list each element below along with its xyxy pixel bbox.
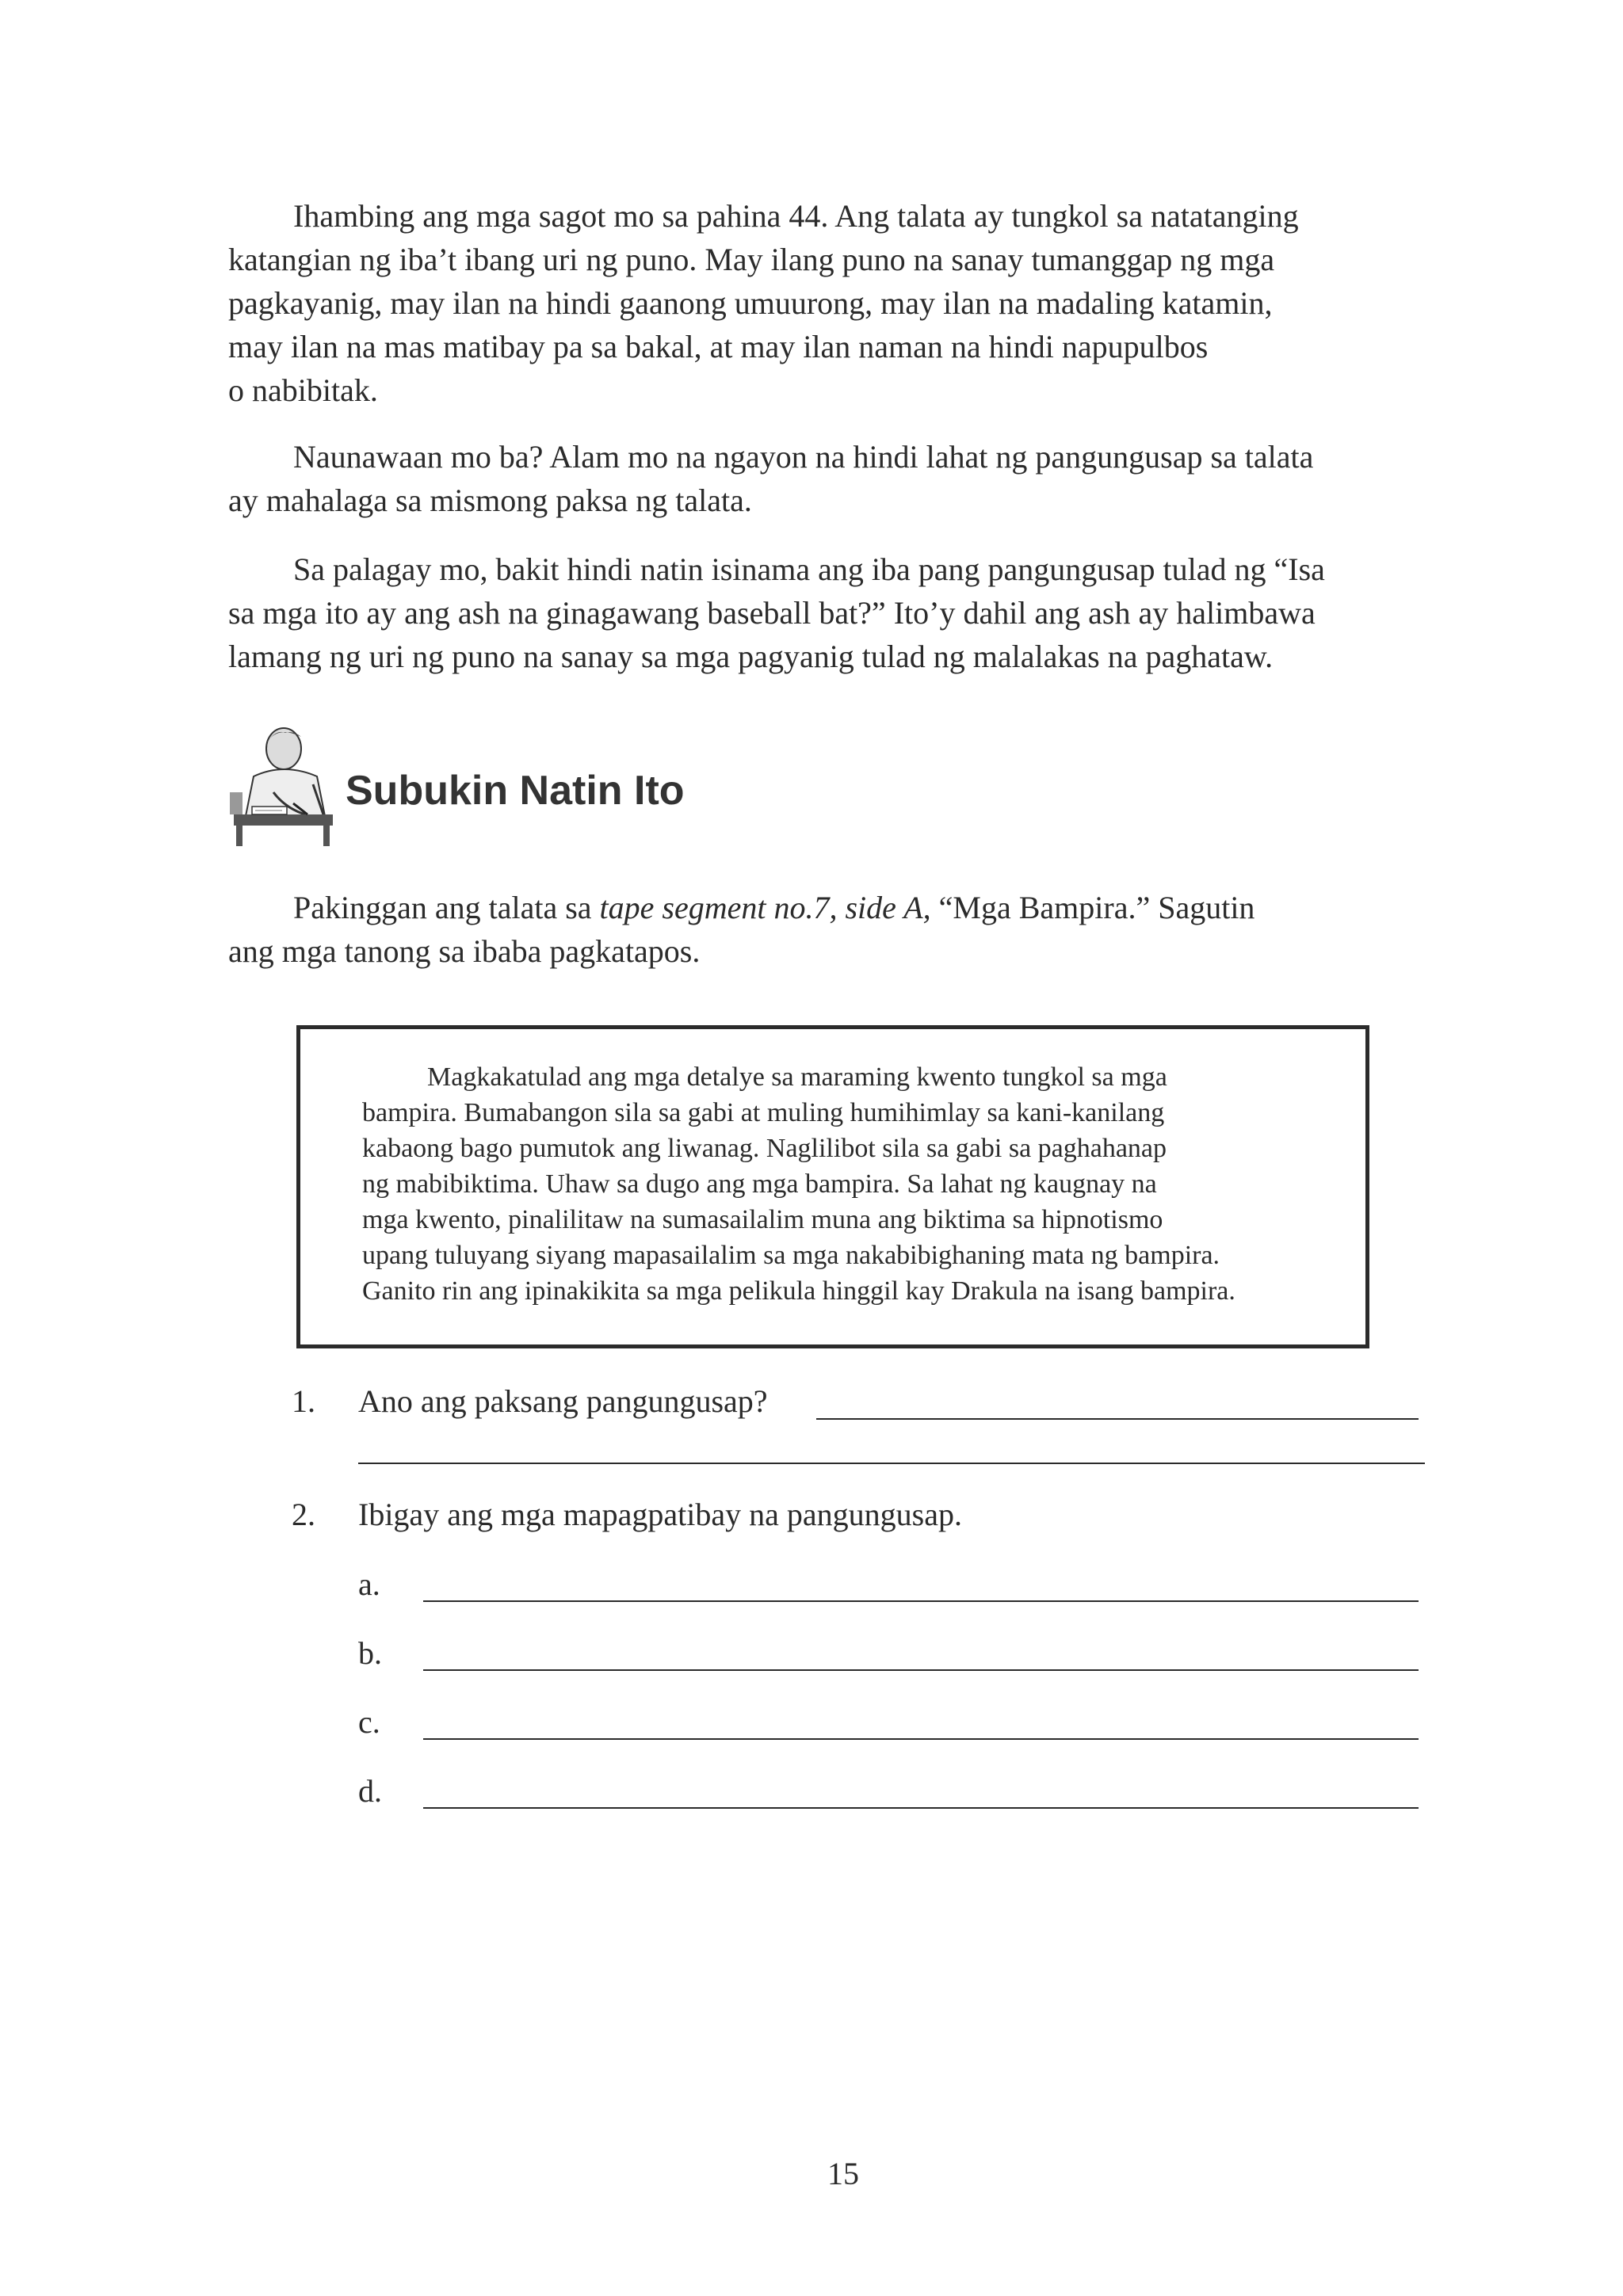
section-heading [230, 721, 864, 856]
page-number: 15 [827, 2156, 859, 2191]
section-title: Subukin Natin Ito [346, 768, 685, 814]
answer-line[interactable] [358, 1463, 1425, 1464]
text-line: Naunawaan mo ba? Alam mo na ngayon na hindi lahat ng pangungusap sa talata [293, 439, 1314, 475]
explanation-paragraph [228, 547, 1385, 678]
text-line: Ihambing ang mga sagot mo sa pahina 44. Ang talata ay tungkol sa natatanging [293, 198, 1299, 234]
text-line: ay mahalaga sa mismong paksa ng talata. [228, 482, 752, 518]
student-writing-illustration-icon [230, 721, 337, 848]
answer-line[interactable] [423, 1738, 1419, 1740]
reading-passage [362, 1059, 1235, 1309]
instruction-italic: tape segment no.7, side A, [599, 890, 931, 925]
text-line: Sa palagay mo, bakit hindi natin isinama ang iba pang pangungusap tulad ng “Isa [293, 551, 1325, 587]
text-line: o nabibitak. [228, 372, 378, 408]
passage-line: mga kwento, pinalilitaw na sumasailalim muna ang biktima sa hipnotismo [362, 1205, 1163, 1234]
sub-item-label: d. [358, 1773, 382, 1809]
passage-line: bampira. Bumabangon sila sa gabi at muling humihimlay sa kani-kanilang [362, 1098, 1165, 1127]
passage-line: ng mabibiktima. Uhaw sa dugo ang mga bampira. Sa lahat ng kaugnay na [362, 1169, 1157, 1199]
answer-line[interactable] [423, 1600, 1419, 1602]
answer-line[interactable] [816, 1418, 1419, 1420]
question-text: Ibigay ang mga mapagpatibay na pangungusap. [358, 1497, 962, 1532]
text-line: katangian ng iba’t ibang uri ng puno. May ilang puno na sanay tumanggap ng mga [228, 242, 1275, 277]
question-number: 1. [292, 1383, 315, 1419]
text-line [228, 886, 1385, 929]
answer-line[interactable] [423, 1807, 1419, 1809]
passage-line: Ganito rin ang ipinakikita sa mga pelikula hinggil kay Drakula na isang bampira. [362, 1276, 1235, 1306]
text-line: sa mga ito ay ang ash na ginagawang baseball bat?” Ito’y dahil ang ash ay halimbawa [228, 595, 1316, 631]
sub-item-label: c. [358, 1704, 380, 1740]
text-line: lamang ng uri ng puno na sanay sa mga pagyanig tulad ng malalakas na paghataw. [228, 639, 1274, 674]
understanding-paragraph [228, 435, 1385, 522]
text-line: pagkayanig, may ilan na hindi gaanong umuurong, may ilan na madaling katamin, [228, 285, 1273, 321]
text-line: may ilan na mas matibay pa sa bakal, at may ilan naman na hindi napupulbos [228, 329, 1209, 364]
reading-passage-box [296, 1025, 1369, 1348]
answer-line[interactable] [423, 1669, 1419, 1671]
passage-line: Magkakatulad ang mga detalye sa maraming kwento tungkol sa mga [427, 1062, 1167, 1092]
instruction-suffix: “Mga Bampira.” Sagutin [930, 890, 1255, 925]
passage-line: upang tuluyang siyang mapasailalim sa mga nakabibighaning mata ng bampira. [362, 1241, 1220, 1270]
question-text: Ano ang paksang pangungusap? [358, 1383, 768, 1419]
question-number: 2. [292, 1497, 315, 1532]
sub-item-label: b. [358, 1635, 382, 1671]
passage-line: kabaong bago pumutok ang liwanag. Naglilibot sila sa gabi sa paghahanap [362, 1134, 1167, 1163]
intro-paragraph [228, 194, 1385, 412]
instruction-paragraph [228, 886, 1385, 973]
text-line: ang mga tanong sa ibaba pagkatapos. [228, 933, 701, 969]
sub-item-label: a. [358, 1566, 380, 1602]
instruction-prefix: Pakinggan ang talata sa [293, 890, 600, 925]
